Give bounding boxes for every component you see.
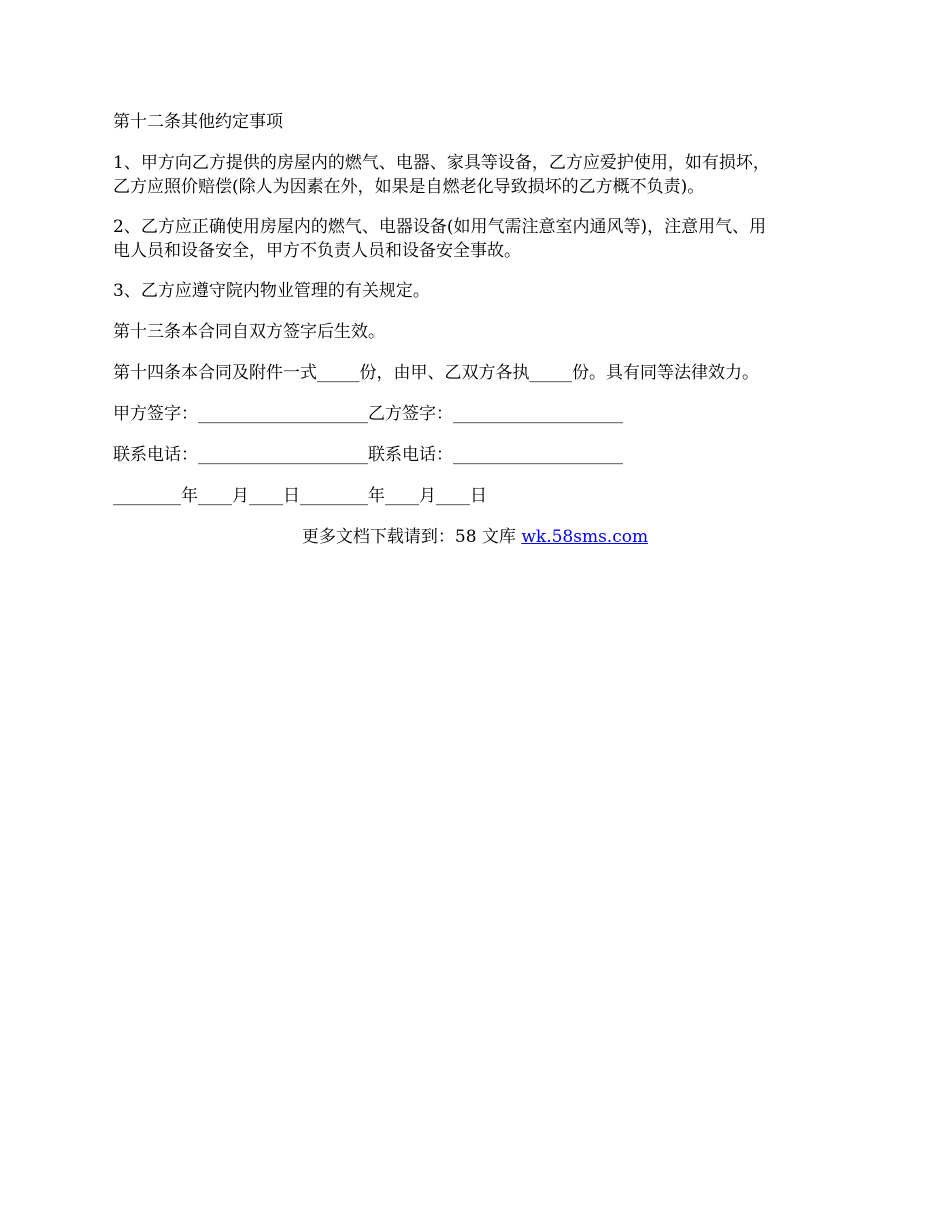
signature-line: 甲方签字：____________________乙方签字：____________________ bbox=[113, 404, 623, 424]
item-1-line-2: 乙方应照价赔偿(除人为因素在外，如果是自燃老化导致损坏的乙方概不负责)。 bbox=[113, 177, 705, 197]
section-12-item-3: 3、乙方应遵守院内物业管理的有关规定。 bbox=[113, 281, 430, 301]
section-12-item-2 bbox=[113, 215, 833, 263]
footer bbox=[0, 525, 950, 549]
item-1-line-1: 1、甲方向乙方提供的房屋内的燃气、电器、家具等设备，乙方应爱护使用，如有损坏， bbox=[113, 153, 770, 173]
section-13: 第十三条本合同自双方签字后生效。 bbox=[113, 322, 385, 342]
section-14: 第十四条本合同及附件一式_____份，由甲、乙双方各执_____份。具有同等法律效力。 bbox=[113, 363, 759, 383]
item-2-line-2: 电人员和设备安全，甲方不负责人员和设备安全事故。 bbox=[113, 241, 521, 261]
date-line: ________年____月____日________年____月____日 bbox=[113, 486, 487, 506]
footer-link[interactable]: wk.58sms.com bbox=[521, 527, 649, 547]
footer-text: 更多文档下载请到：58 文库 bbox=[301, 527, 522, 547]
document-body bbox=[113, 110, 833, 525]
item-2-line-1: 2、乙方应正确使用房屋内的燃气、电器设备(如用气需注意室内通风等)，注意用气、用 bbox=[113, 217, 767, 237]
phone-line: 联系电话：____________________联系电话：____________________ bbox=[113, 445, 623, 465]
section-12-title: 第十二条其他约定事项 bbox=[113, 112, 283, 132]
section-12-item-1 bbox=[113, 151, 833, 199]
